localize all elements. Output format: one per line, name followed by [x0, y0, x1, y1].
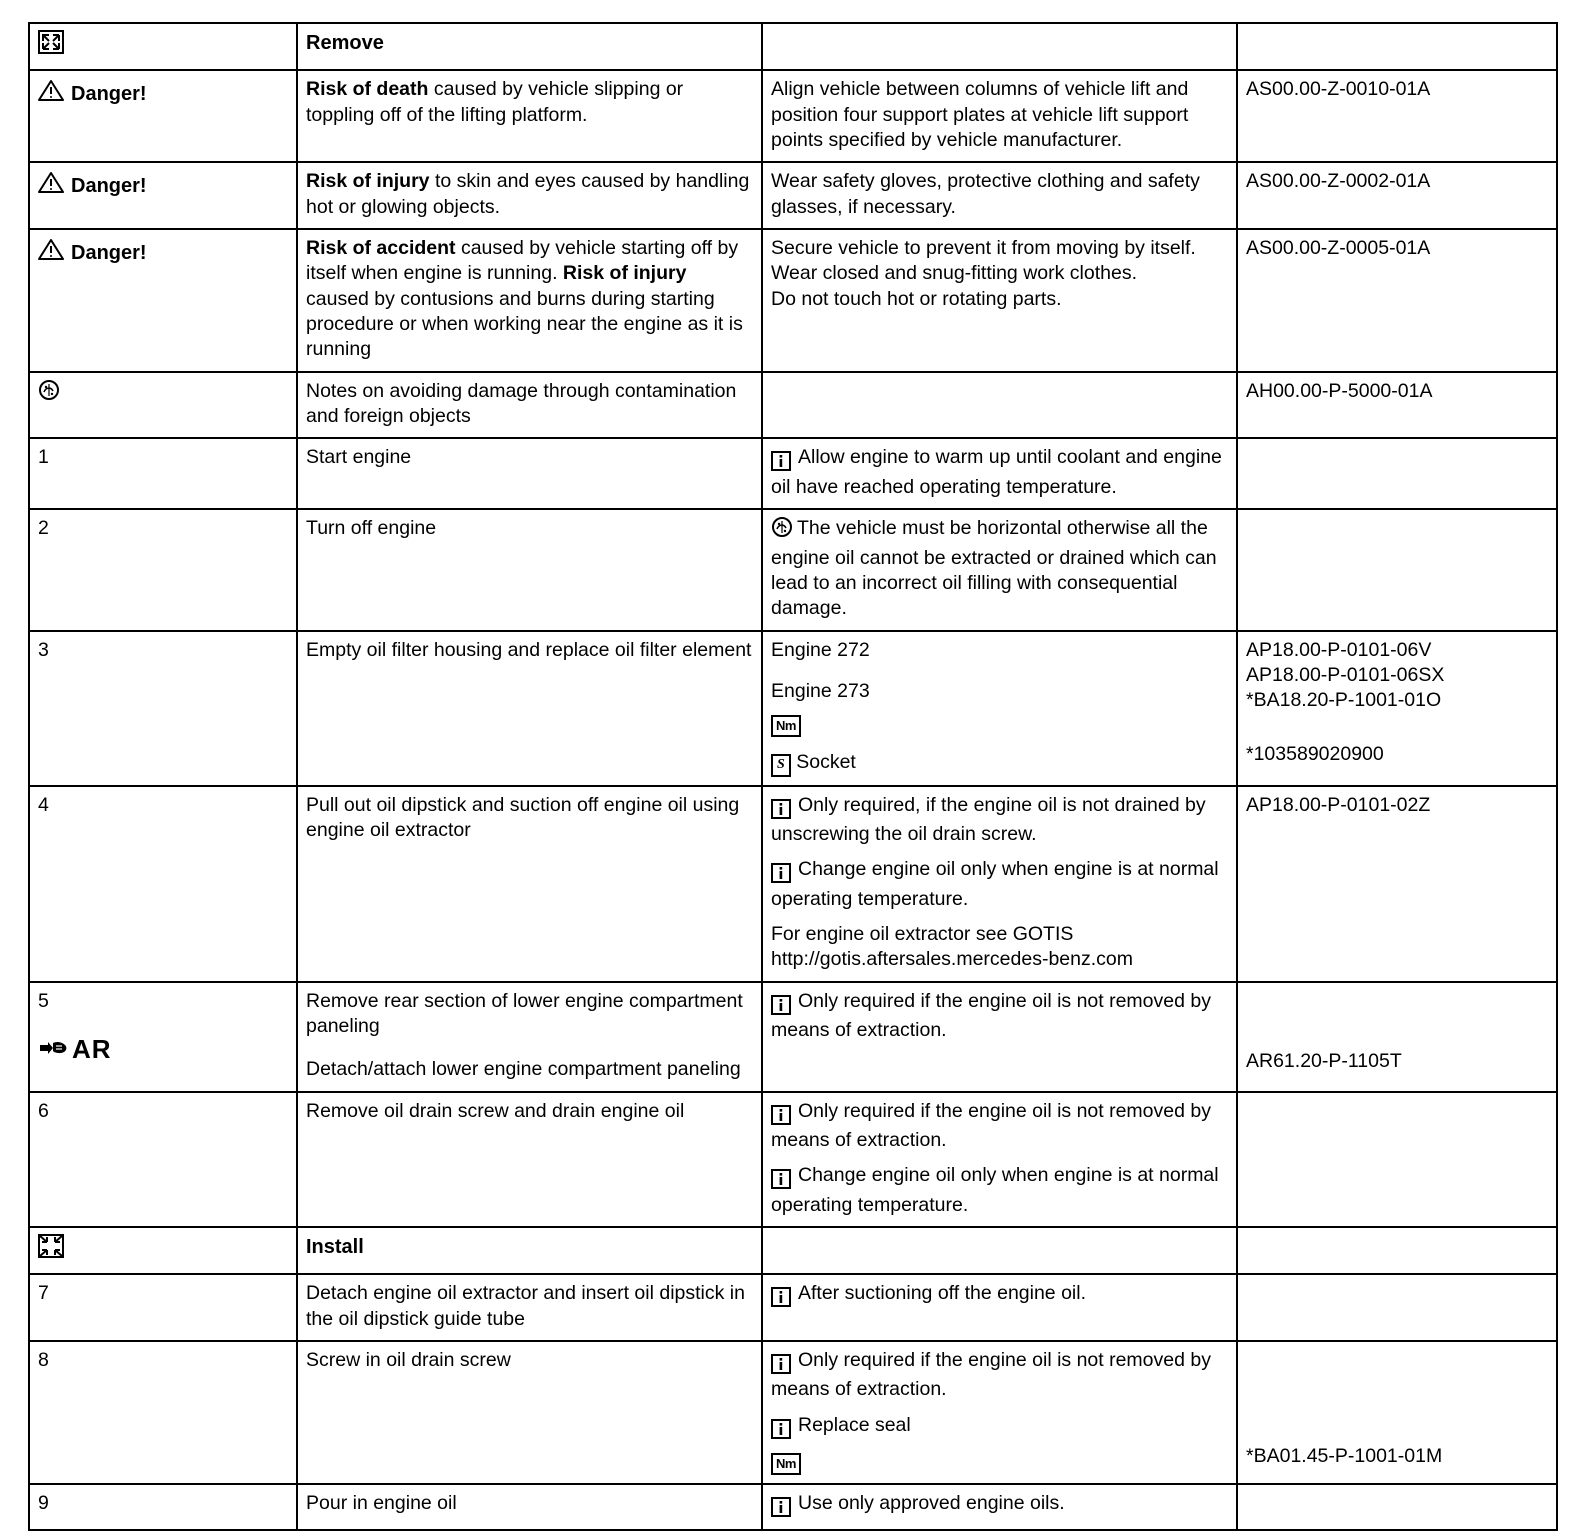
step-cell [29, 372, 297, 439]
table-row [29, 631, 1557, 786]
task-text: Risk of injury to skin and eyes caused by handling hot or glowing objects. [306, 170, 750, 218]
reference-cell [1237, 1227, 1557, 1274]
note-cell [762, 438, 1237, 509]
danger-label [38, 236, 288, 268]
task-cell [297, 23, 762, 70]
task-cell [297, 162, 762, 229]
table-row [29, 372, 1557, 439]
reference-cell [1237, 786, 1557, 982]
note-text: Wear closed and snug-fitting work clothes. [771, 262, 1137, 285]
reference-number: *BA01.45-P-1001-01M [1246, 1445, 1443, 1468]
reference-cell [1237, 23, 1557, 70]
task-cell [297, 982, 762, 1092]
task-cell [297, 1092, 762, 1227]
warning-triangle-icon [38, 238, 64, 268]
note-cell [762, 982, 1237, 1092]
section-title: Remove [306, 32, 384, 54]
reference-number: AS00.00-Z-0010-01A [1246, 78, 1431, 101]
step-cell [29, 1227, 297, 1274]
reference-number: AR61.20-P-1105T [1246, 1049, 1402, 1072]
note-text: Engine 272 [771, 638, 870, 661]
danger-text: Danger! [71, 242, 147, 265]
note-text: Engine 273 [771, 679, 870, 702]
info-box-icon [771, 993, 794, 1018]
step-cell [29, 162, 297, 229]
step-number: 8 [29, 1341, 297, 1484]
note-text: Only required if the engine oil is not removed by means of extraction. [771, 1099, 1211, 1151]
reference-cell [1237, 1341, 1557, 1484]
info-box-icon [771, 1285, 794, 1310]
info-box-icon [771, 1417, 794, 1442]
procedure-table [28, 22, 1558, 1531]
step-cell [29, 982, 297, 1092]
reference-cell [1237, 70, 1557, 162]
step-cell [29, 23, 297, 70]
table-row [29, 162, 1557, 229]
torque-icon-line [771, 712, 1228, 737]
task-cell [297, 229, 762, 372]
note-text: Wear safety gloves, protective clothing and safety glasses, if necessary. [771, 170, 1200, 218]
note-cell [762, 372, 1237, 439]
gotis-url[interactable]: http://gotis.aftersales.mercedes-benz.com [771, 948, 1133, 971]
info-box-icon [771, 1167, 794, 1192]
note-cell [762, 509, 1237, 630]
step-cell [29, 229, 297, 372]
reference-number: AS00.00-Z-0005-01A [1246, 237, 1431, 260]
info-box-icon [771, 1103, 794, 1128]
info-box-icon [771, 449, 794, 474]
note-cell [762, 1484, 1237, 1529]
reference-cell [1237, 162, 1557, 229]
danger-text: Danger! [71, 83, 147, 106]
task-text: Notes on avoiding damage through contamination and foreign objects [306, 379, 737, 428]
task-cell [297, 1274, 762, 1341]
reference-number: AH00.00-P-5000-01A [1246, 379, 1433, 402]
table-row [29, 1227, 1557, 1274]
note-cell [762, 162, 1237, 229]
task-text-secondary: Detach/attach lower engine compartment paneling [306, 1058, 741, 1081]
note-text: Align vehicle between columns of vehicle lift and position four support plates at vehicle lift support points specified by vehicle manufacturer. [771, 78, 1189, 152]
note-text: Replace seal [771, 1413, 1228, 1442]
task-text: Risk of accident caused by vehicle starting off by itself when engine is running. Risk of injury caused by contusions and burns during starting procedure or when working near the engine as it is running [306, 237, 743, 361]
socket-icon: S [771, 754, 791, 777]
note-text: Use only approved engine oils. [771, 1491, 1228, 1520]
reference-cell [1237, 438, 1557, 509]
note-text: Do not touch hot or rotating parts. [771, 287, 1062, 310]
four-arrows-icon [38, 30, 64, 61]
task-cell [297, 438, 762, 509]
torque-icon-line [771, 1450, 1228, 1475]
step-number: 6 [29, 1092, 297, 1227]
note-cell [762, 70, 1237, 162]
step-number: 3 [29, 631, 297, 786]
info-box-icon [771, 861, 794, 886]
note-text: Allow engine to warm up until coolant and engine oil have reached operating temperature. [771, 446, 1222, 498]
warning-triangle-icon [38, 79, 64, 109]
task-text: Empty oil filter housing and replace oil filter element [306, 638, 752, 661]
step-cell [29, 70, 297, 162]
torque-icon: Nm [771, 715, 801, 737]
note-cell [762, 229, 1237, 372]
task-text: Turn off engine [306, 517, 437, 540]
task-cell [297, 1484, 762, 1529]
task-text: Detach engine oil extractor and insert oil dipstick in the oil dipstick guide tube [306, 1282, 745, 1330]
note-cell [762, 1092, 1237, 1227]
note-text: For engine oil extractor see GOTIS [771, 922, 1074, 945]
note-cell [762, 631, 1237, 786]
warning-triangle-icon [38, 171, 64, 201]
table-row [29, 786, 1557, 982]
task-cell [297, 1227, 762, 1274]
step-number: 9 [29, 1484, 297, 1529]
step-number: 4 [29, 786, 297, 982]
note-text: S Socket [771, 750, 1228, 777]
info-box-icon [771, 1495, 794, 1520]
reference-number: *BA18.20-P-1001-01O [1246, 689, 1442, 712]
task-cell [297, 372, 762, 439]
reference-cell [1237, 631, 1557, 786]
note-cell [762, 1341, 1237, 1484]
reference-cell [1237, 1484, 1557, 1529]
task-text: Pour in engine oil [306, 1492, 457, 1515]
task-cell [297, 509, 762, 630]
table-row [29, 982, 1557, 1092]
note-cell [762, 23, 1237, 70]
section-title: Install [306, 1236, 364, 1259]
table-row [29, 23, 1557, 70]
pointing-hand-icon [38, 1036, 70, 1061]
task-text: Remove rear section of lower engine compartment paneling [306, 989, 743, 1037]
note-cell [762, 1227, 1237, 1274]
danger-label [38, 77, 288, 109]
task-cell [297, 1341, 762, 1484]
step-number: 5 [38, 989, 49, 1012]
reference-number: AP18.00-P-0101-06SX [1246, 663, 1445, 686]
note-text: Change engine oil only when engine is at normal operating temperature. [771, 1164, 1219, 1216]
reference-cell [1237, 1092, 1557, 1227]
task-cell [297, 786, 762, 982]
table-row [29, 1274, 1557, 1341]
table-row [29, 1484, 1557, 1529]
table-row [29, 1092, 1557, 1227]
task-text: Screw in oil drain screw [306, 1349, 511, 1372]
note-text: Change engine oil only when engine is at normal operating temperature. [771, 858, 1219, 910]
task-text: Start engine [306, 446, 412, 469]
note-text: Only required if the engine oil is not removed by means of extraction. [771, 1349, 1211, 1401]
info-box-icon [771, 1352, 794, 1377]
step-number: 7 [29, 1274, 297, 1341]
task-text: Risk of death caused by vehicle slipping or toppling off of the lifting platform. [306, 78, 684, 126]
ar-label: AR [72, 1033, 112, 1064]
reference-cell [1237, 229, 1557, 372]
reference-cell [1237, 1274, 1557, 1341]
note-text: After suctioning off the engine oil. [771, 1281, 1228, 1310]
note-text: Only required if the engine oil is not removed by means of extraction. [771, 989, 1211, 1041]
reference-number: AP18.00-P-0101-02Z [1246, 793, 1431, 816]
torque-icon: Nm [771, 1453, 801, 1475]
note-cell [762, 786, 1237, 982]
reference-cell [1237, 509, 1557, 630]
four-arrows-icon [38, 1234, 64, 1265]
reference-number: AS00.00-Z-0002-01A [1246, 170, 1431, 193]
table-row [29, 509, 1557, 630]
note-cell [762, 1274, 1237, 1341]
reference-cell [1237, 372, 1557, 439]
step-number: 1 [29, 438, 297, 509]
reference-number: AP18.00-P-0101-06V [1246, 638, 1432, 661]
task-cell [297, 631, 762, 786]
table-row [29, 70, 1557, 162]
step-number: 2 [29, 509, 297, 630]
note-text: The vehicle must be horizontal otherwise all the engine oil cannot be extracted or drained which can lead to an incorrect oil filling with consequential damage. [771, 517, 1217, 620]
task-text: Remove oil drain screw and drain engine oil [306, 1099, 685, 1122]
table-row [29, 229, 1557, 372]
reference-number: *103589020900 [1246, 742, 1384, 765]
table-row [29, 438, 1557, 509]
reference-cell [1237, 982, 1557, 1092]
note-text: Only required, if the engine oil is not drained by unscrewing the oil drain screw. [771, 793, 1206, 845]
task-cell [297, 70, 762, 162]
contamination-circle-icon [38, 379, 60, 408]
danger-text: Danger! [71, 175, 147, 198]
contamination-circle-icon [771, 516, 793, 545]
task-text: Pull out oil dipstick and suction off engine oil using engine oil extractor [306, 793, 740, 841]
hand-reference [38, 1033, 288, 1064]
info-box-icon [771, 797, 794, 822]
table-row [29, 1341, 1557, 1484]
note-text: Secure vehicle to prevent it from moving by itself. [771, 237, 1196, 260]
danger-label [38, 169, 288, 201]
